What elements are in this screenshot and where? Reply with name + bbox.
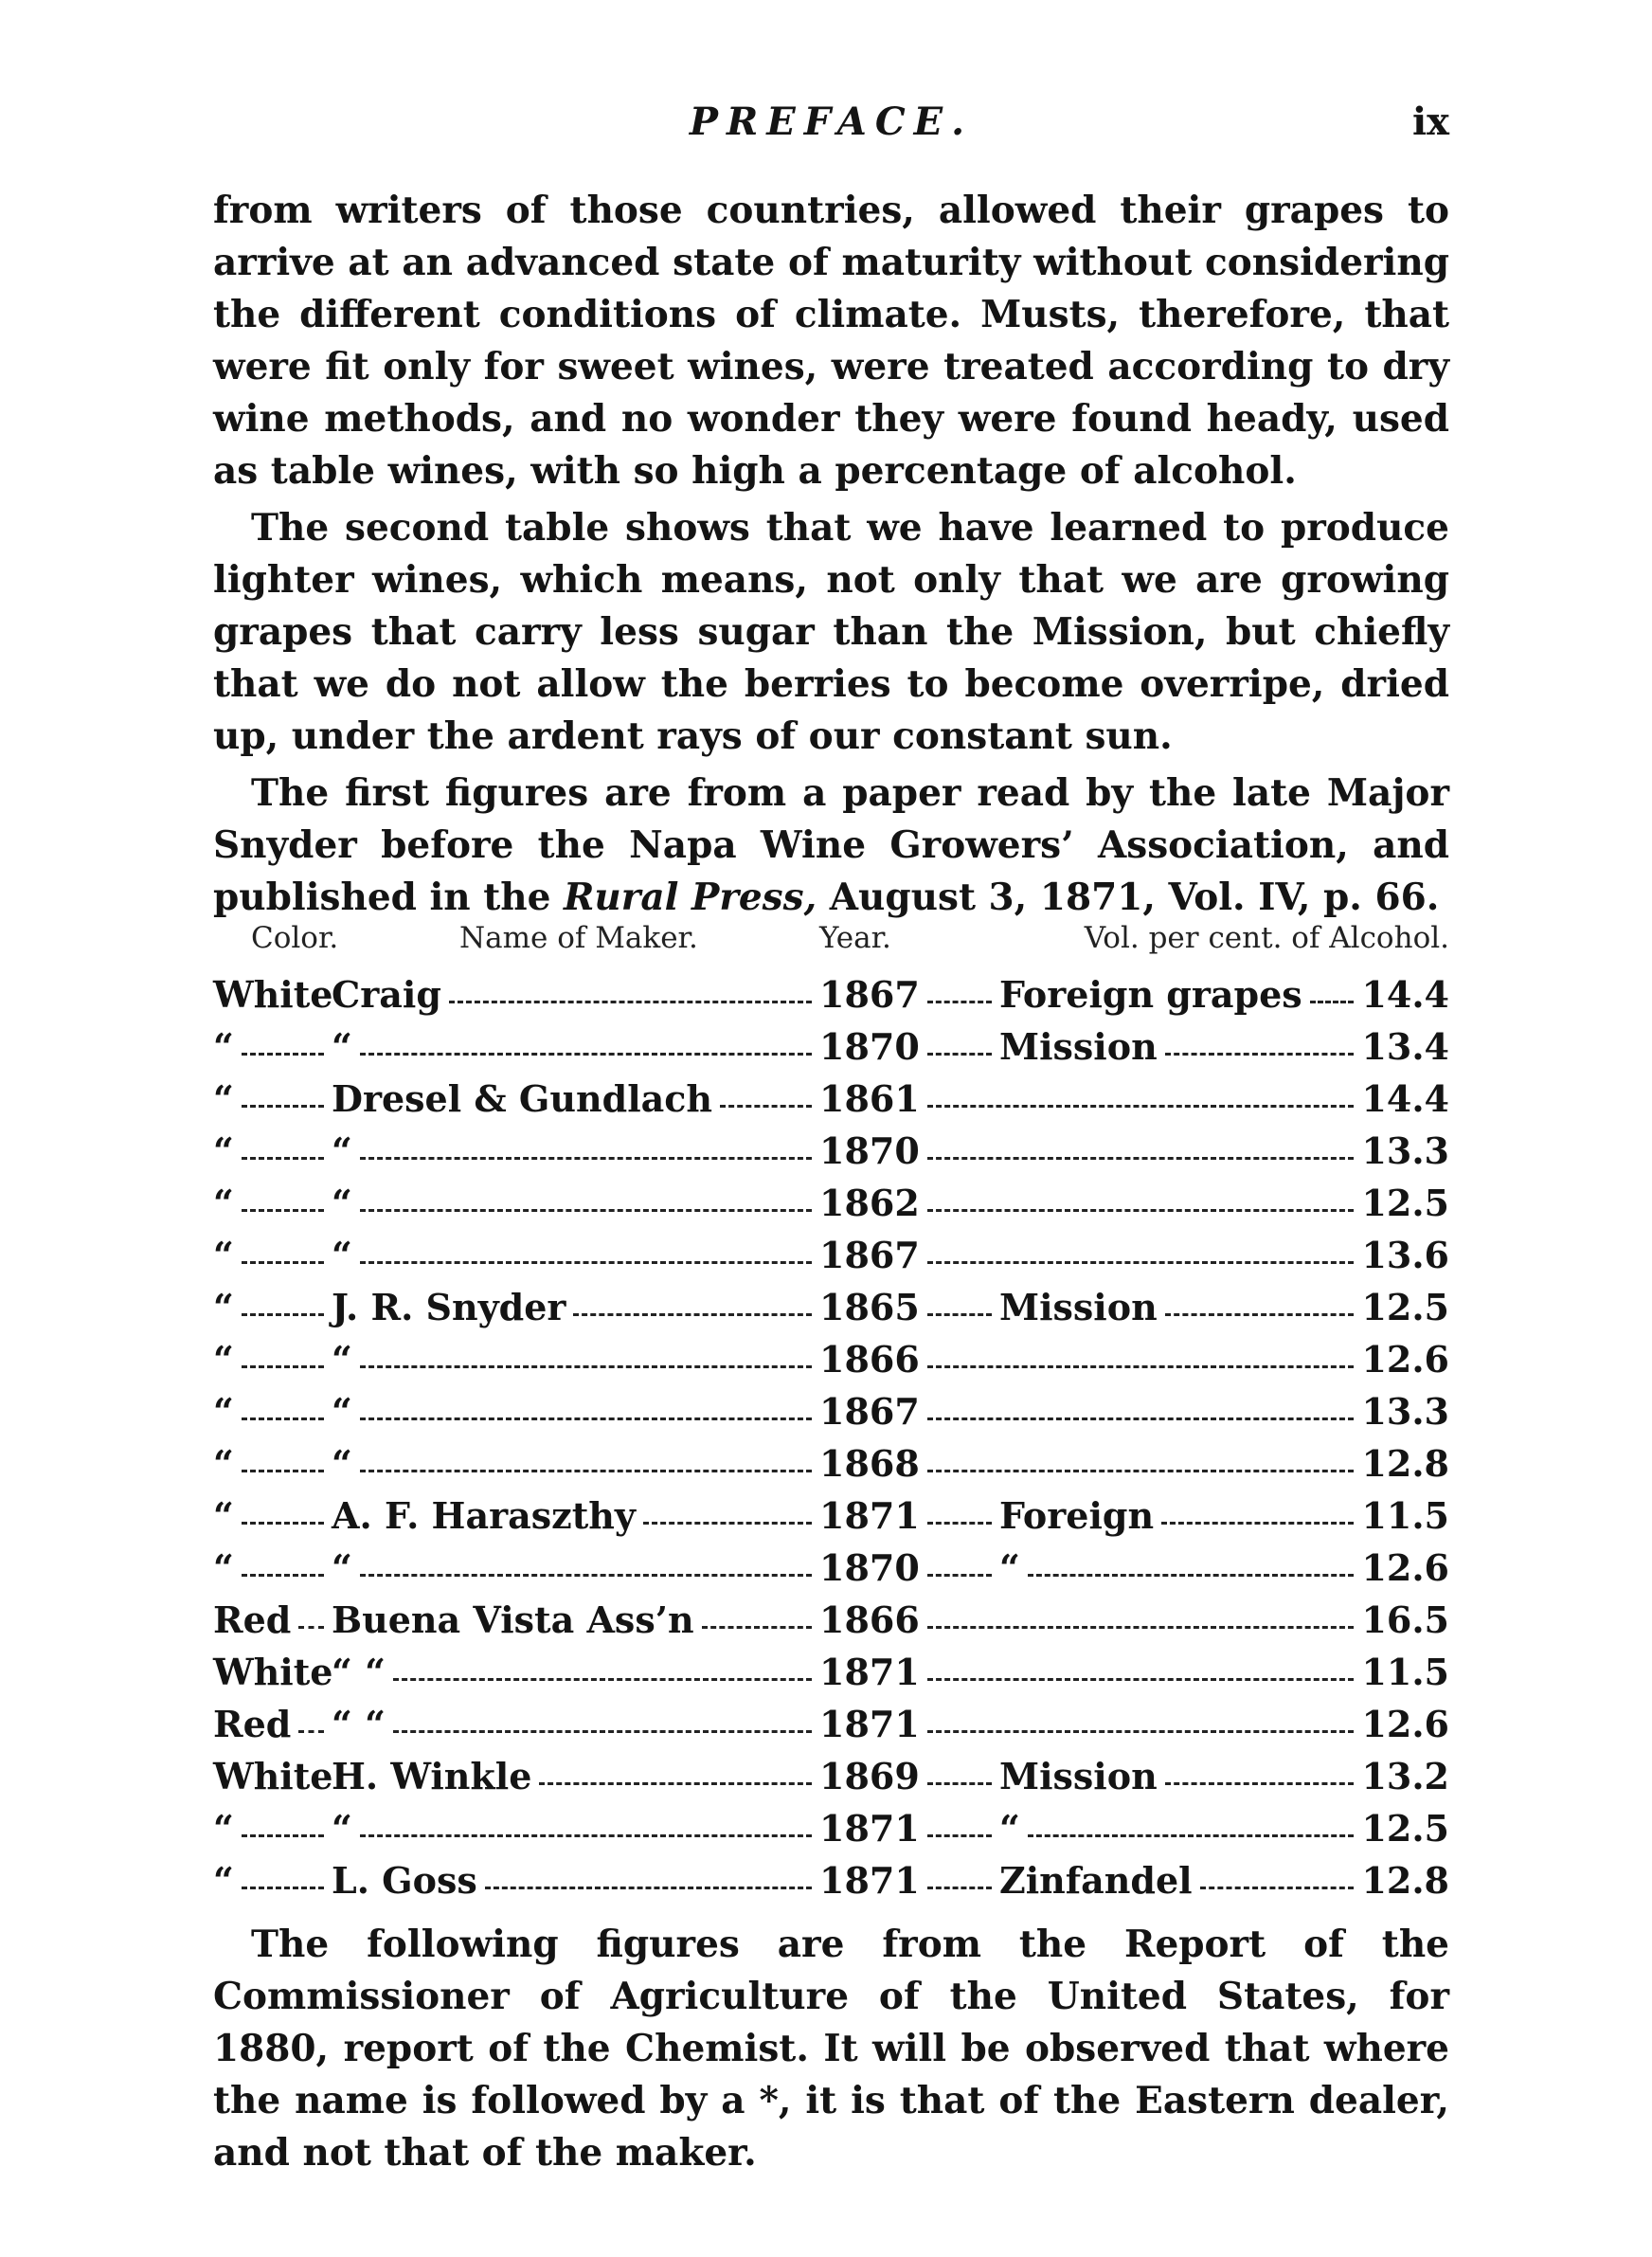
dot-leader xyxy=(927,1365,1355,1368)
cell-maker: “ xyxy=(332,1442,352,1485)
dot-leader xyxy=(1200,1887,1355,1889)
dot-leader xyxy=(573,1313,812,1316)
dot-leader xyxy=(360,1053,812,1056)
cell-alcohol: 12.6 xyxy=(1361,1703,1449,1745)
cell-color: “ xyxy=(213,1077,234,1120)
cell-alcohol: 12.5 xyxy=(1361,1286,1449,1328)
header-maker: Name of Maker. xyxy=(459,921,698,955)
cell-maker: “ xyxy=(332,1234,352,1276)
dot-leader xyxy=(927,1574,992,1577)
cell-color: “ xyxy=(213,1234,234,1276)
table-row xyxy=(213,1333,1449,1385)
table-row xyxy=(213,1020,1449,1073)
paragraph-following-figures: The following figures are from the Report of the Commissioner of Agriculture of the United States, for 1880, report of the Chemist. It will be observed that where the name is followed by a *, it is that of the Eastern dealer, and not that of the maker. xyxy=(213,1923,1449,2175)
dot-leader xyxy=(242,1470,324,1472)
cell-color: “ xyxy=(213,1442,234,1485)
dot-leader xyxy=(1165,1313,1355,1316)
cell-alcohol: 12.6 xyxy=(1361,1546,1449,1589)
table-row xyxy=(213,968,1449,1020)
dot-leader xyxy=(298,1626,324,1629)
cell-alcohol: 12.8 xyxy=(1361,1442,1449,1485)
dot-leader xyxy=(242,1053,324,1056)
cell-alcohol: 13.6 xyxy=(1361,1234,1449,1276)
cell-alcohol: 11.5 xyxy=(1361,1494,1449,1537)
cell-maker: A. F. Haraszthy xyxy=(332,1494,636,1537)
cell-color: “ xyxy=(213,1859,234,1902)
dot-leader xyxy=(242,1157,324,1160)
dot-leader xyxy=(360,1365,812,1368)
table-row xyxy=(213,1229,1449,1281)
dot-leader xyxy=(242,1105,324,1108)
cell-maker: “ xyxy=(332,1807,352,1850)
dot-leader xyxy=(927,1470,1355,1472)
dot-leader xyxy=(643,1522,812,1525)
cell-maker: “ xyxy=(332,1025,352,1068)
dot-leader xyxy=(927,1730,1355,1733)
cell-year: 1870 xyxy=(819,1129,920,1172)
paragraph-first-figures xyxy=(213,767,1449,924)
cell-color: “ xyxy=(213,1546,234,1589)
publication-title: Rural Press, xyxy=(564,876,817,919)
dot-leader xyxy=(242,1313,324,1316)
cell-year: 1871 xyxy=(819,1859,920,1902)
table-row xyxy=(213,1073,1449,1125)
cell-maker: “ xyxy=(332,1182,352,1224)
cell-color: White xyxy=(213,1651,333,1693)
cell-year: 1866 xyxy=(819,1598,920,1641)
page-number: ix xyxy=(1411,99,1449,144)
cell-description: Zinfandel xyxy=(999,1859,1193,1902)
dot-leader xyxy=(360,1209,812,1212)
table-row xyxy=(213,1646,1449,1698)
dot-leader xyxy=(242,1209,324,1212)
cell-color: White xyxy=(213,973,333,1016)
cell-maker: Buena Vista Ass’n xyxy=(332,1598,694,1641)
cell-maker: Craig xyxy=(332,973,441,1016)
dot-leader xyxy=(485,1887,812,1889)
cell-year: 1871 xyxy=(819,1651,920,1693)
cell-color: Red xyxy=(213,1598,292,1641)
dot-leader xyxy=(927,1834,992,1837)
cell-maker: J. R. Snyder xyxy=(332,1286,566,1328)
cell-year: 1870 xyxy=(819,1025,920,1068)
dot-leader xyxy=(360,1834,812,1837)
cell-maker: L. Goss xyxy=(332,1859,477,1902)
cell-year: 1865 xyxy=(819,1286,920,1328)
cell-alcohol: 12.6 xyxy=(1361,1338,1449,1381)
cell-description: Foreign grapes xyxy=(999,973,1302,1016)
header-year: Year. xyxy=(819,921,891,955)
header-alcohol: Vol. per cent. of Alcohol. xyxy=(1084,921,1449,955)
dot-leader xyxy=(927,1105,1355,1108)
cell-color: “ xyxy=(213,1182,234,1224)
cell-maker: “ xyxy=(332,1338,352,1381)
running-title: PREFACE. xyxy=(689,99,974,144)
table-row xyxy=(213,1594,1449,1646)
cell-description: “ xyxy=(999,1546,1020,1589)
dot-leader xyxy=(1028,1834,1355,1837)
table-row xyxy=(213,1750,1449,1802)
paragraph-second-table: The second table shows that we have learned to produce lighter wines, which means, not only that we are growing grapes that carry less sugar than the Mission, but chiefly that we do not allow the berries to become overripe, dried up, under the ardent rays of our constant sun. xyxy=(213,506,1449,758)
dot-leader xyxy=(360,1157,812,1160)
dot-leader xyxy=(360,1417,812,1420)
dot-leader xyxy=(298,1730,324,1733)
cell-year: 1861 xyxy=(819,1077,920,1120)
cell-alcohol: 13.4 xyxy=(1361,1025,1449,1068)
dot-leader xyxy=(927,1626,1355,1629)
cell-description: Mission xyxy=(999,1286,1158,1328)
cell-color: White xyxy=(213,1755,333,1797)
dot-leader xyxy=(449,1001,812,1003)
dot-leader xyxy=(702,1626,812,1629)
dot-leader xyxy=(1161,1522,1354,1525)
table-row xyxy=(213,1437,1449,1490)
dot-leader xyxy=(927,1157,1355,1160)
cell-alcohol: 12.5 xyxy=(1361,1807,1449,1850)
cell-color: “ xyxy=(213,1390,234,1433)
cell-description: Mission xyxy=(999,1025,1158,1068)
cell-color: “ xyxy=(213,1129,234,1172)
dot-leader xyxy=(360,1574,812,1577)
dot-leader xyxy=(242,1574,324,1577)
dot-leader xyxy=(927,1209,1355,1212)
cell-alcohol: 11.5 xyxy=(1361,1651,1449,1693)
cell-year: 1867 xyxy=(819,973,920,1016)
cell-year: 1867 xyxy=(819,1234,920,1276)
cell-color: Red xyxy=(213,1703,292,1745)
dot-leader xyxy=(539,1782,812,1785)
cell-maker: Dresel & Gundlach xyxy=(332,1077,713,1120)
dot-leader xyxy=(360,1470,812,1472)
dot-leader xyxy=(927,1887,992,1889)
dot-leader xyxy=(927,1261,1355,1264)
dot-leader xyxy=(393,1678,812,1681)
cell-alcohol: 12.5 xyxy=(1361,1182,1449,1224)
cell-color: “ xyxy=(213,1025,234,1068)
cell-year: 1868 xyxy=(819,1442,920,1485)
dot-leader xyxy=(242,1417,324,1420)
table-row xyxy=(213,1177,1449,1229)
paragraph-first-figures-start: The first figures are from a paper read by the late Major Snyder before the Napa Wine Growers’ Association, and published in the xyxy=(213,771,1449,919)
table-row xyxy=(213,1854,1449,1906)
cell-maker: “ xyxy=(332,1390,352,1433)
dot-leader xyxy=(242,1522,324,1525)
table-row xyxy=(213,1281,1449,1333)
cell-description: Foreign xyxy=(999,1494,1155,1537)
running-head xyxy=(213,99,1449,166)
cell-color: “ xyxy=(213,1807,234,1850)
dot-leader xyxy=(927,1417,1355,1420)
cell-description: Mission xyxy=(999,1755,1158,1797)
cell-maker: “ xyxy=(332,1546,352,1589)
cell-year: 1867 xyxy=(819,1390,920,1433)
cell-year: 1871 xyxy=(819,1807,920,1850)
cell-alcohol: 16.5 xyxy=(1361,1598,1449,1641)
dot-leader xyxy=(242,1887,324,1889)
wine-table xyxy=(213,968,1449,1906)
cell-year: 1871 xyxy=(819,1494,920,1537)
dot-leader xyxy=(1165,1782,1355,1785)
dot-leader xyxy=(1310,1001,1355,1003)
cell-year: 1869 xyxy=(819,1755,920,1797)
cell-color: “ xyxy=(213,1494,234,1537)
dot-leader xyxy=(927,1053,992,1056)
cell-year: 1871 xyxy=(819,1703,920,1745)
dot-leader xyxy=(1028,1574,1355,1577)
cell-alcohol: 13.3 xyxy=(1361,1390,1449,1433)
cell-year: 1866 xyxy=(819,1338,920,1381)
paragraph-continued: from writers of those countries, allowed their grapes to arrive at an advanced state of maturity without considering the different conditions of climate. Musts, therefore, that were fit only for sweet wines, were treated according to dry wine methods, and no wonder they were found heady, used as table wines, with so high a percentage of alcohol. xyxy=(213,189,1449,493)
dot-leader xyxy=(927,1001,992,1003)
dot-leader xyxy=(360,1261,812,1264)
cell-year: 1862 xyxy=(819,1182,920,1224)
table-header xyxy=(213,921,1449,963)
header-color: Color. xyxy=(251,921,339,955)
cell-alcohol: 14.4 xyxy=(1361,973,1449,1016)
cell-color: “ xyxy=(213,1286,234,1328)
dot-leader xyxy=(927,1782,992,1785)
dot-leader xyxy=(927,1678,1355,1681)
cell-color: “ xyxy=(213,1338,234,1381)
table-row xyxy=(213,1125,1449,1177)
table-row xyxy=(213,1802,1449,1854)
cell-maker: “ xyxy=(332,1129,352,1172)
table-row xyxy=(213,1698,1449,1750)
cell-alcohol: 12.8 xyxy=(1361,1859,1449,1902)
cell-maker: “ “ xyxy=(332,1651,386,1693)
dot-leader xyxy=(393,1730,812,1733)
dot-leader xyxy=(242,1261,324,1264)
dot-leader xyxy=(927,1522,992,1525)
dot-leader xyxy=(242,1834,324,1837)
cell-alcohol: 13.2 xyxy=(1361,1755,1449,1797)
dot-leader xyxy=(720,1105,812,1108)
cell-maker: “ “ xyxy=(332,1703,386,1745)
cell-maker: H. Winkle xyxy=(332,1755,532,1797)
paragraph-first-figures-end: August 3, 1871, Vol. IV, p. 66. xyxy=(817,876,1440,919)
dot-leader xyxy=(242,1365,324,1368)
cell-alcohol: 13.3 xyxy=(1361,1129,1449,1172)
cell-alcohol: 14.4 xyxy=(1361,1077,1449,1120)
table-row xyxy=(213,1385,1449,1437)
cell-description: “ xyxy=(999,1807,1020,1850)
dot-leader xyxy=(927,1313,992,1316)
table-row xyxy=(213,1542,1449,1594)
dot-leader xyxy=(1165,1053,1355,1056)
table-row xyxy=(213,1490,1449,1542)
cell-year: 1870 xyxy=(819,1546,920,1589)
